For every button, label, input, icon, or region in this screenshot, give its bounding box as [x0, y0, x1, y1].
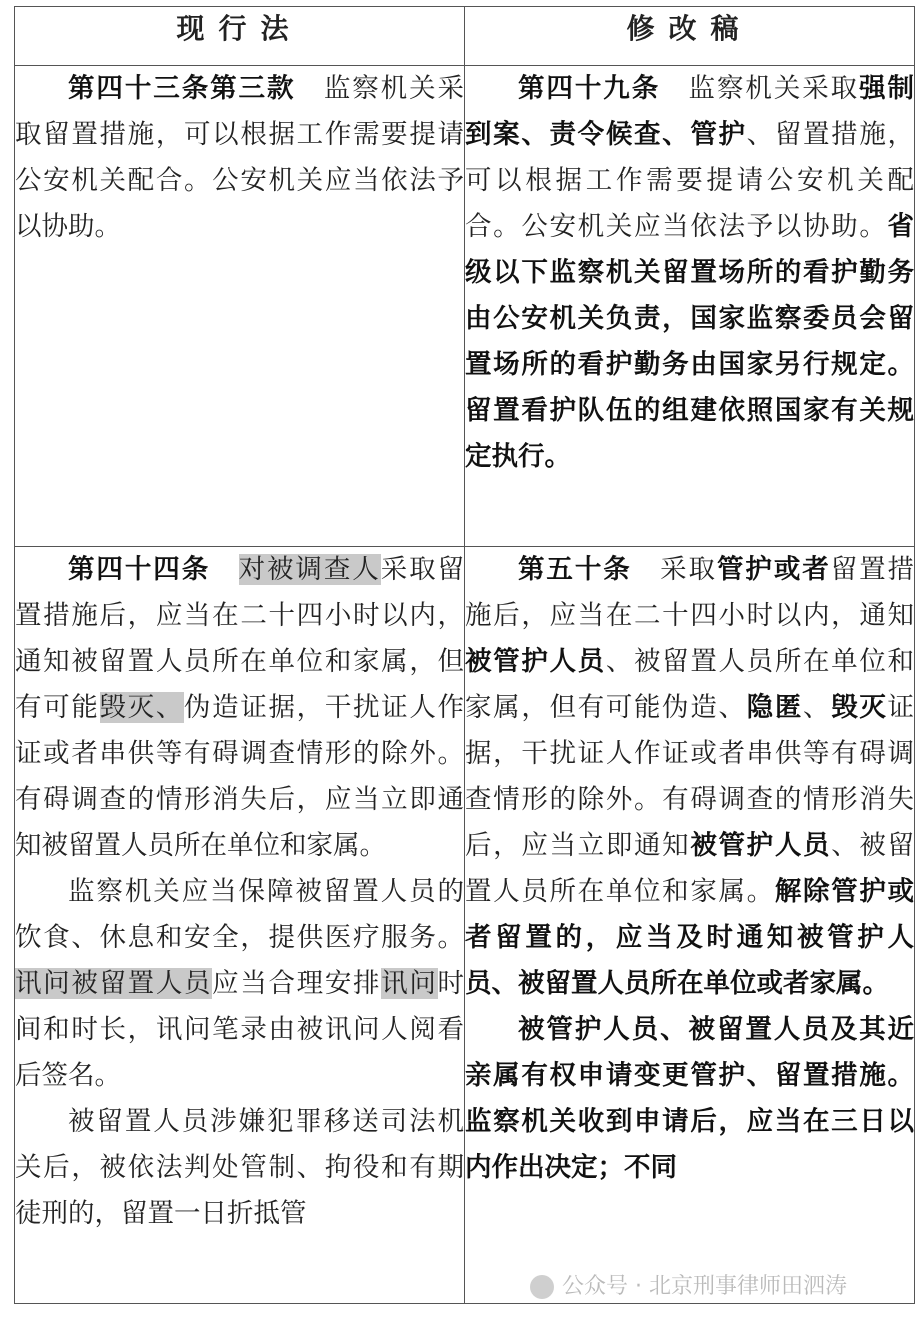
current-law-cell [15, 66, 465, 547]
comparison-table [14, 6, 915, 1304]
paragraph: 第四十四条 对被调查人采取留置措施后，应当在二十四小时以内，通知被留置人员所在单位和家属，但有可能毁灭、伪造证据，干扰证人作证或者串供等有碍调查情形的除外。有碍调查的情形消失后，应当立即通知被留置人员所在单位和家属。 [15, 554, 465, 861]
watermark [530, 1269, 847, 1300]
article-title: 第四十四条 [68, 554, 211, 585]
added-text: 被管护人员、被留置人员及其近亲属有权申请变更管护、留置措施。监察机关收到申请后，应当在三日以内作出决定；不同 [465, 1014, 914, 1183]
revision-cell [465, 547, 915, 1304]
paragraph: 第四十九条 监察机关采取强制到案、责令候查、管护、留置措施，可以根据工作需要提请公安机关配合。公安机关应当依法予以协助。省级以下监察机关留置场所的看护勤务由公安机关负责，国家监察委员会留置场所的看护勤务由国家另行规定。留置看护队伍的组建依照国家有关规定执行。 [465, 73, 915, 472]
paragraph: 被留置人员涉嫌犯罪移送司法机关后，被依法判处管制、拘役和有期徒刑的，留置一日折抵管 [15, 1106, 464, 1229]
header-row [15, 7, 915, 66]
added-text: 强制到案、责令候查、管护 [465, 73, 915, 150]
revision-cell [465, 66, 915, 547]
added-text: 解除管护或者留置的，应当及时通知被管护人员、被留置人员所在单位或者家属。 [465, 876, 915, 999]
added-text: 被管护人员 [465, 646, 606, 677]
watermark-text: 公众号 · 北京刑事律师田泗涛 [562, 1274, 847, 1299]
table-row [15, 547, 915, 1304]
wechat-icon [530, 1275, 554, 1299]
paragraph: 监察机关应当保障被留置人员的饮食、休息和安全，提供医疗服务。讯问被留置人员应当合理安排讯问时间和时长，讯问笔录由被讯问人阅看后签名。 [15, 876, 465, 1091]
deleted-text-highlight: 对被调查人 [238, 554, 381, 585]
header-revision-draft: 修改稿 [465, 7, 915, 66]
deleted-text-highlight: 毁灭、 [99, 692, 184, 723]
added-text: 管护或者 [716, 554, 831, 585]
table-row [15, 66, 915, 547]
deleted-text-highlight: 讯问 [381, 968, 438, 999]
paragraph: 第四十三条第三款 监察机关采取留置措施，可以根据工作需要提请公安机关配合。公安机关应当依法予以协助。 [15, 73, 465, 242]
added-text: 毁灭 [831, 692, 888, 723]
added-text: 省级以下监察机关留置场所的看护勤务由公安机关负责，国家监察委员会留置场所的看护勤务由国家另行规定。留置看护队伍的组建依照国家有关规定执行。 [465, 211, 914, 472]
added-text: 隐匿 [746, 692, 804, 723]
article-title: 第四十三条第三款 [68, 73, 296, 104]
deleted-text-highlight: 讯问被留置人员 [15, 968, 213, 999]
added-text: 被管护人员 [690, 830, 832, 861]
paragraph: 第五十条 采取管护或者留置措施后，应当在二十四小时以内，通知被管护人员、被留置人员所在单位和家属，但有可能伪造、隐匿、毁灭证据，干扰证人作证或者串供等有碍调查情形的除外。有碍调查的情形消失后，应当立即通知被管护人员、被留置人员所在单位和家属。解除管护或者留置的，应当及时通知被管护人员、被留置人员所在单位或者家属。 [465, 554, 915, 999]
paragraph [465, 1007, 914, 1191]
article-title: 第五十条 [518, 554, 632, 585]
article-title: 第四十九条 [518, 73, 661, 104]
header-current-law: 现行法 [15, 7, 465, 66]
current-law-cell [15, 547, 465, 1304]
